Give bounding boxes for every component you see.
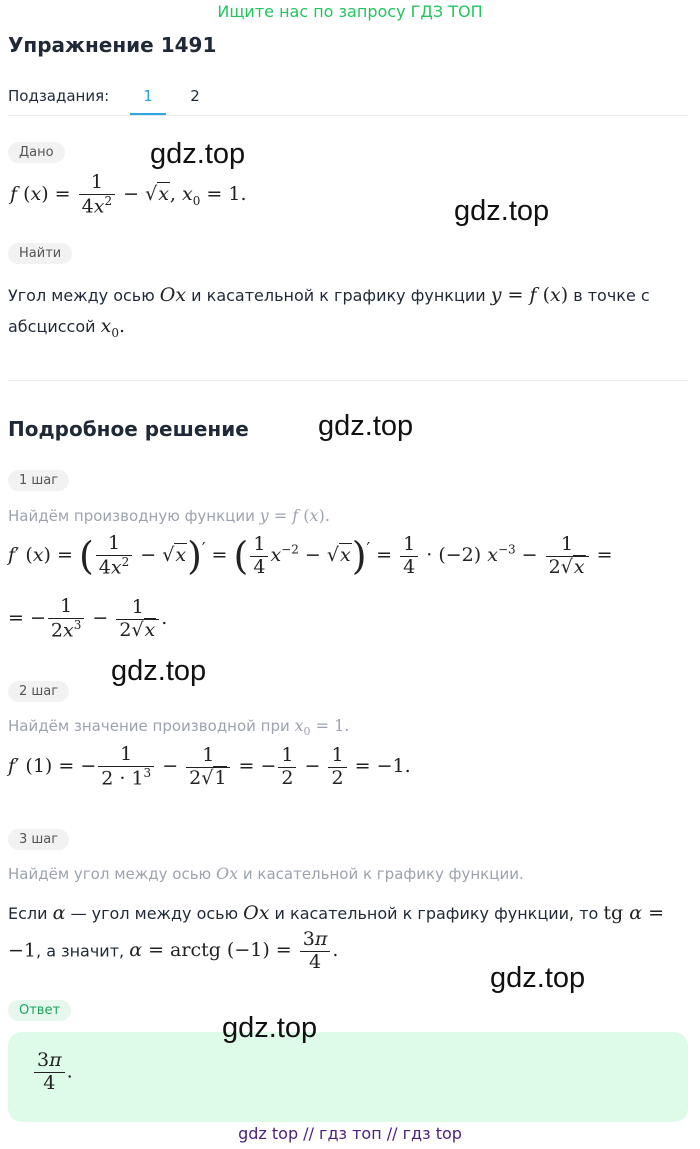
watermark: gdz.top — [454, 195, 550, 227]
step-2-formula: f′ (1) = − $\frac{1}{2 \cdot 1^3}$ − $\frac{1}{2√1}$ = − $\frac{1}{2}$ − $\frac{1}{2}$ = −1. — [8, 743, 411, 790]
answer-box — [8, 1032, 688, 1122]
given-formula: f (x) = $\frac{1}{4x^2}$ − √x, $x_0 = 1$. — [10, 171, 247, 218]
watermark: gdz.top — [111, 655, 207, 687]
divider — [8, 380, 688, 381]
answer-pill: Ответ — [8, 1000, 71, 1021]
step-1-hint: Найдём производную функции y = f (x). — [8, 506, 330, 525]
tab-subtask-2[interactable]: 2 — [190, 87, 200, 105]
step-3-hint-text: и касательной к графику функции. — [242, 865, 524, 883]
conclusion-part: Если — [8, 904, 48, 923]
step-1-hint-text: Найдём производную функции — [8, 507, 255, 525]
divider — [8, 115, 688, 116]
watermark: gdz.top — [490, 962, 586, 994]
step-2-pill: 2 шаг — [8, 681, 69, 702]
watermark: gdz.top — [150, 138, 246, 170]
conclusion-part: — угол между осью — [70, 904, 239, 923]
given-pill: Дано — [8, 142, 65, 163]
find-text-part: и касательной к графику функции — [191, 286, 486, 305]
page-title: Упражнение 1491 — [8, 33, 217, 57]
conclusion-part: , а значит, — [36, 941, 125, 961]
find-text-part: в точке с — [573, 286, 650, 305]
solution-title: Подробное решение — [8, 417, 249, 441]
step-1-pill: 1 шаг — [8, 470, 69, 491]
step-3-hint: Найдём угол между осью Ox и касательной к графику функции. — [8, 864, 524, 883]
find-text-part: Угол между осью — [8, 286, 155, 305]
step-1-formula-line-2: = − $\frac{1}{2x^3}$ − $\frac{1}{2√x}$ . — [8, 595, 168, 642]
subtasks-label: Подзадания: — [8, 87, 110, 105]
step-3-conclusion: Если α — угол между осью Ox и касательной к графику функции, то tg α = −1, а значит, α = arctg (−1) = $\frac{3\pi}{4}$ . — [8, 902, 665, 973]
footer-links[interactable]: gdz top // гдз топ // гдз top — [238, 1124, 462, 1143]
answer-formula: $\frac{3\pi}{4}$ . — [32, 1050, 73, 1095]
step-2-hint: Найдём значение производной при $x_0 = 1$. — [8, 716, 350, 739]
find-text: Угол между осью Ox и касательной к графику функции y = f (x) в точке с абсциссой $x_0$. — [8, 284, 650, 340]
step-3-pill: 3 шаг — [8, 829, 69, 850]
top-banner: Ищите нас по запросу ГДЗ ТОП — [217, 2, 483, 21]
find-pill: Найти — [8, 243, 72, 264]
step-1-formula-line-1: f′ (x) = ( $\frac{1}{4x^2}$ − √x)′ = ( $\frac{1}{4}$ $x^{-2} - √x)'$ = $\frac{1}{4}$ · (−2) $x^{-3}$ − $\frac{1}{2√x}$ = — [8, 532, 613, 579]
watermark: gdz.top — [318, 410, 414, 442]
find-text-part: абсциссой — [8, 317, 96, 336]
tab-subtask-1[interactable]: 1 — [143, 87, 153, 105]
step-3-hint-text: Найдём угол между осью — [8, 865, 212, 883]
conclusion-part: и касательной к графику функции, то — [274, 904, 599, 923]
watermark: gdz.top — [222, 1012, 318, 1044]
step-2-hint-text: Найдём значение производной при — [8, 717, 290, 735]
